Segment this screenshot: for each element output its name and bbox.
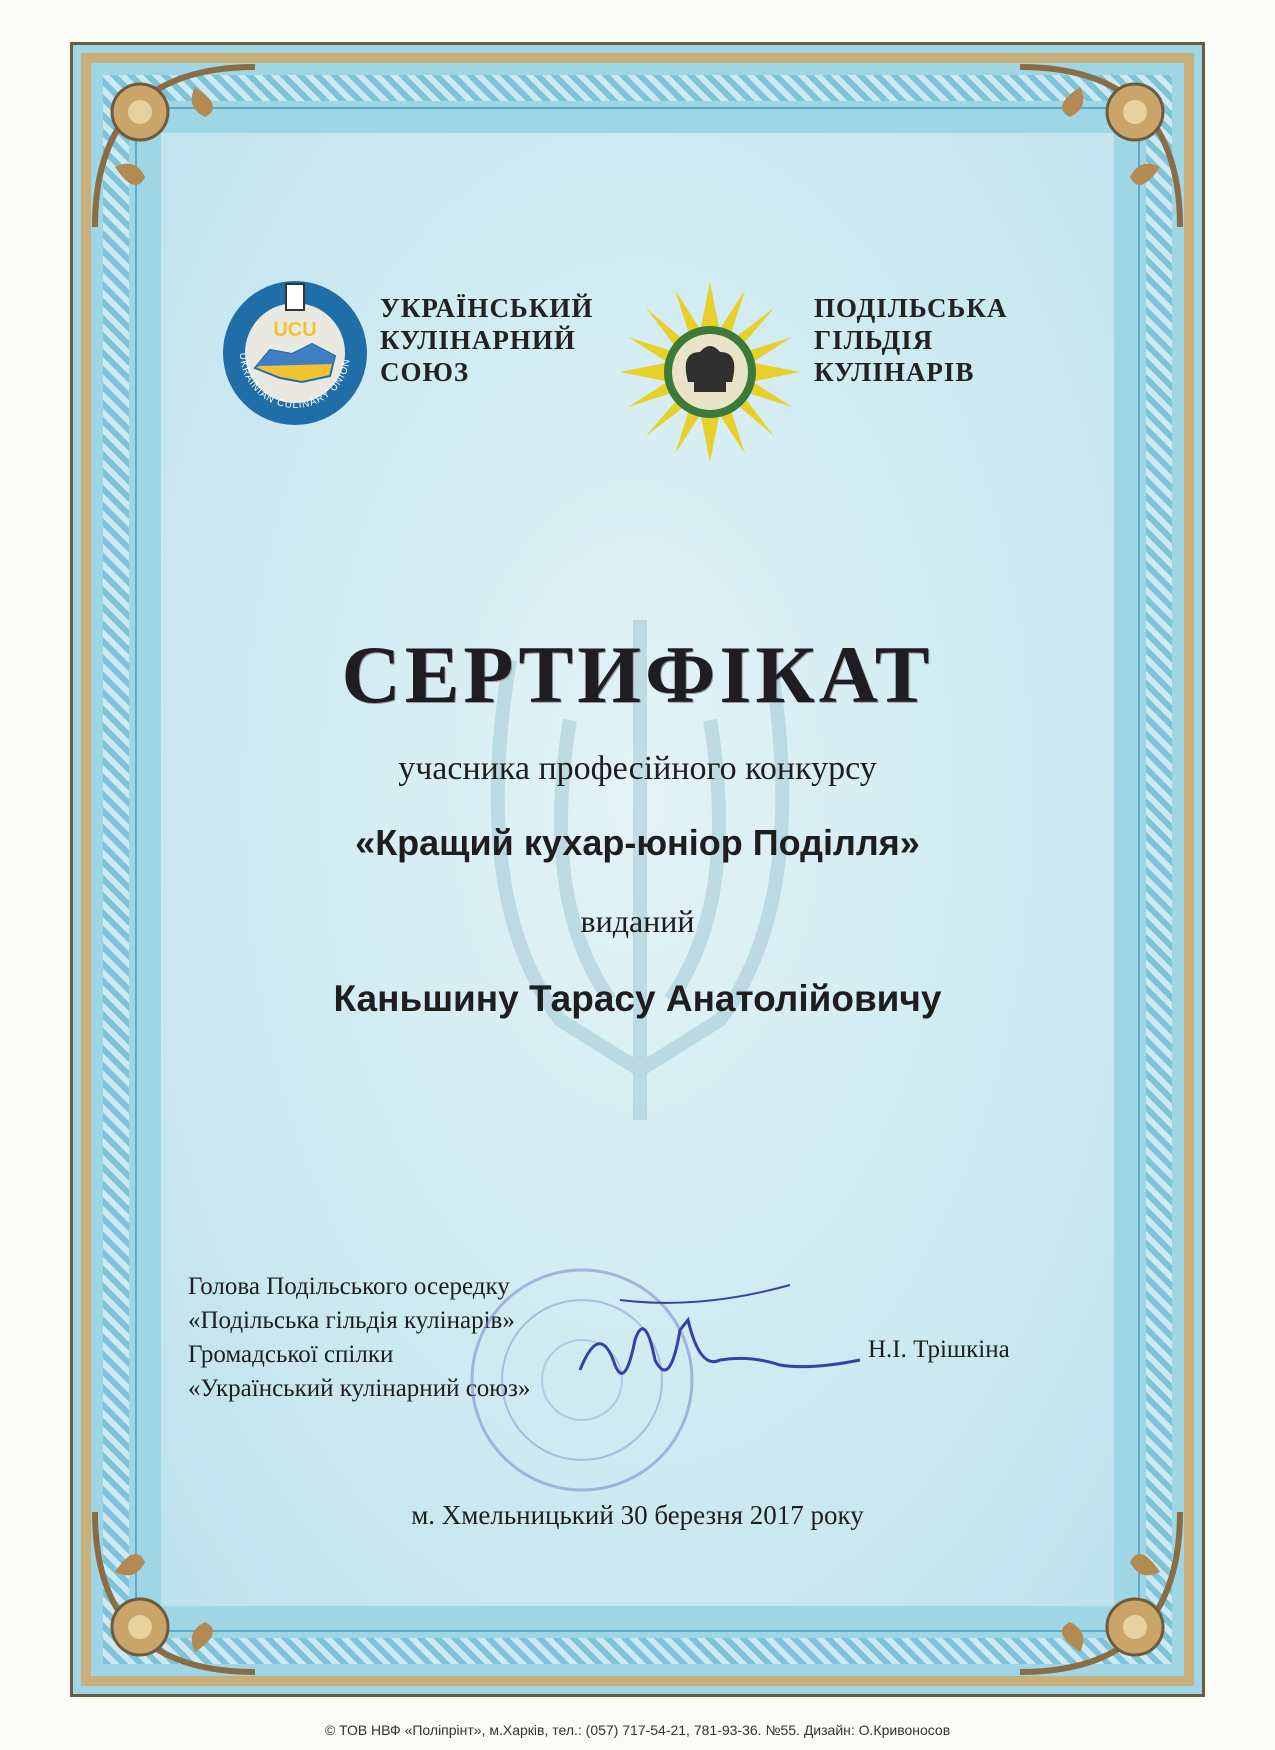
certificate-subtitle: учасника професійного конкурсу <box>398 750 877 787</box>
ornament-corner-icon <box>1010 57 1190 237</box>
ornament-corner-icon <box>85 57 265 237</box>
ucu-logo-ring-text <box>220 278 370 428</box>
svg-text:UKRAINIAN CULINARY UNION: UKRAINIAN CULINARY UNION <box>236 352 353 412</box>
handwritten-signature-icon <box>560 1280 880 1410</box>
issued-label: виданий <box>580 903 695 939</box>
printer-footer: © ТОВ НВФ «Поліпрінт», м.Харків, тел.: (057) 717-54-21, 781-93-36. №55. Дизайн: О.Кривоносов <box>324 1722 951 1738</box>
signer-name: Н.І. Трішкіна <box>868 1336 1010 1363</box>
ucu-name: УКРАЇНСЬКИЙ КУЛІНАРНИЙ СОЮЗ <box>380 293 594 387</box>
city-date: м. Хмельницький 30 березня 2017 року <box>411 1500 864 1530</box>
svg-text:UCU: UCU <box>273 319 317 341</box>
pgk-name: ПОДІЛЬСЬКА ГІЛЬДІЯ КУЛІНАРІВ <box>814 293 1008 387</box>
signatory-position: Голова Подільського осередку «Подільська гільдія кулінарів» Громадської спілки «Український кулінарний союз» <box>188 1273 531 1402</box>
recipient-name: Каньшину Тарасу Анатолійовичу <box>333 978 942 1019</box>
certificate-title: СЕРТИФІКАТ <box>341 629 934 720</box>
contest-name: «Кращий кухар-юніор Поділля» <box>355 822 920 863</box>
pgk-sun-logo-icon <box>620 282 800 462</box>
